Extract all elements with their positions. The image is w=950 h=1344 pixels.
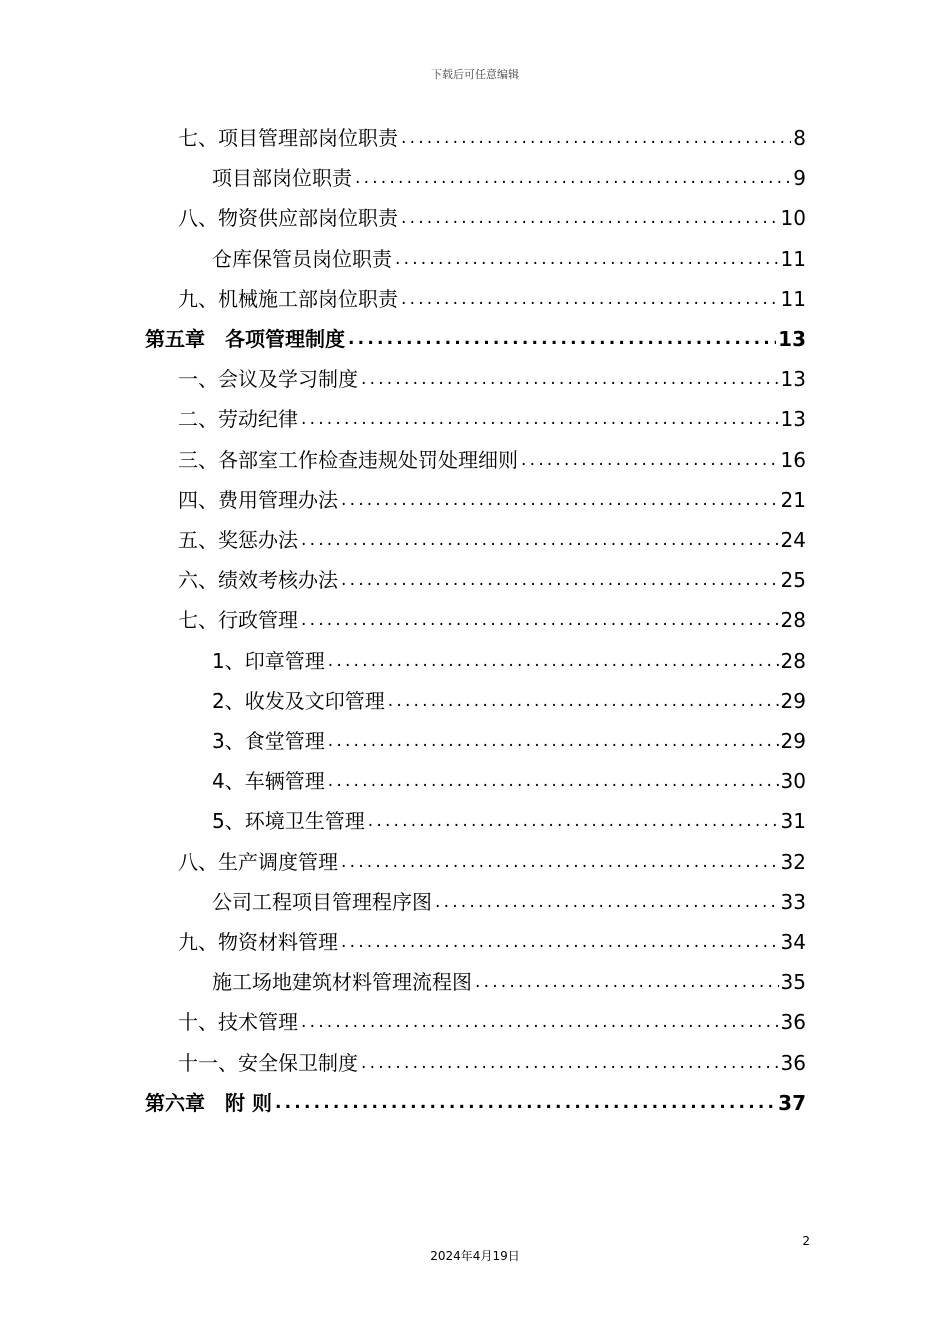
toc-entry-title: 九、物资材料管理: [178, 930, 338, 954]
toc-entry[interactable]: [212, 681, 806, 721]
toc-dot-leader: [301, 1002, 779, 1042]
toc-entry-page: 10: [780, 206, 806, 231]
toc-dot-leader: [301, 600, 779, 640]
toc-entry[interactable]: [212, 239, 806, 279]
header-note: 下载后可任意编辑: [431, 68, 519, 81]
toc-entry-title: 仓库保管员岗位职责: [212, 246, 392, 271]
toc-entry[interactable]: [178, 520, 806, 560]
toc-entry-page: 21: [780, 487, 806, 512]
toc-dot-leader: [401, 198, 779, 238]
toc-entry[interactable]: [212, 801, 806, 841]
toc-entry-title: 十一、安全保卫制度: [178, 1050, 358, 1075]
toc-entry-title: 项目部岗位职责: [212, 166, 352, 191]
toc-entry[interactable]: [212, 962, 806, 1002]
toc-dot-leader: [401, 118, 791, 158]
toc-entry-title: 五、奖惩办法: [178, 528, 298, 552]
toc-entry[interactable]: [212, 641, 806, 681]
toc-entry-title: 八、生产调度管理: [178, 849, 338, 874]
toc-entry-title: 施工场地建筑材料管理流程图: [212, 970, 472, 995]
toc-entry[interactable]: [178, 399, 806, 439]
toc-entry-page: 28: [780, 648, 806, 673]
toc-dot-leader: [341, 922, 779, 962]
toc-entry-page: 11: [780, 246, 806, 271]
toc-entry-title: 六、绩效考核办法: [178, 568, 338, 593]
toc-entry-page: 35: [780, 970, 806, 995]
toc-entry-page: 36: [780, 1050, 806, 1075]
toc-entry-page: 30: [780, 769, 806, 794]
toc-entry-title: 公司工程项目管理程序图: [212, 889, 432, 914]
toc-dot-leader: [301, 520, 779, 560]
toc-entry-page: 8: [793, 126, 806, 150]
toc-entry[interactable]: [212, 158, 806, 198]
toc-dot-leader: [401, 279, 779, 319]
toc-entry[interactable]: [178, 198, 806, 238]
toc-entry-title: 三、各部室工作检查违规处罚处理细则: [178, 447, 518, 472]
page-number: 2: [802, 1234, 810, 1248]
toc-entry-page: 24: [780, 528, 806, 552]
toc-dot-leader: [328, 641, 779, 681]
toc-entry-title: 二、劳动纪律: [178, 407, 298, 432]
toc-entry-title: 一、会议及学习制度: [178, 367, 358, 392]
toc-dot-leader: [328, 721, 779, 761]
toc-entry-page: 33: [780, 889, 806, 914]
toc-entry-page: 25: [780, 568, 806, 593]
toc-entry-page: 13: [778, 327, 806, 351]
toc-dot-leader: [275, 1083, 776, 1123]
toc-chapter-entry[interactable]: [145, 1083, 806, 1123]
toc-entry[interactable]: [178, 560, 806, 600]
toc-dot-leader: [475, 962, 779, 1002]
toc-entry-title: 4、车辆管理: [212, 769, 325, 794]
toc-entry-title: 2、收发及文印管理: [212, 688, 385, 713]
toc-dot-leader: [355, 158, 791, 198]
footer-date: 2024年4月19日: [430, 1249, 520, 1263]
toc-entry-title: 5、环境卫生管理: [212, 809, 365, 834]
toc-entry[interactable]: [178, 842, 806, 882]
toc-entry[interactable]: [178, 480, 806, 520]
toc-entry-title: 1、印章管理: [212, 648, 325, 673]
toc-entry[interactable]: [178, 118, 806, 158]
toc-entry[interactable]: [212, 721, 806, 761]
toc-entry[interactable]: [178, 1043, 806, 1083]
toc-entry-title: 第五章 各项管理制度: [145, 327, 345, 351]
toc-dot-leader: [435, 882, 779, 922]
toc-entry-page: 29: [780, 729, 806, 753]
toc-entry-page: 31: [780, 809, 806, 834]
toc-entry[interactable]: [178, 279, 806, 319]
toc-dot-leader: [521, 440, 779, 480]
toc-entry-title: 七、项目管理部岗位职责: [178, 126, 398, 150]
toc-entry-page: 34: [780, 930, 806, 954]
toc-dot-leader: [301, 399, 779, 439]
toc-entry-title: 八、物资供应部岗位职责: [178, 206, 398, 231]
toc-entry-page: 28: [780, 608, 806, 633]
toc-dot-leader: [368, 801, 779, 841]
toc-entry[interactable]: [212, 882, 806, 922]
toc-dot-leader: [341, 560, 779, 600]
toc-entry-title: 第六章 附 则: [145, 1090, 272, 1115]
toc-dot-leader: [361, 359, 779, 399]
toc-entry[interactable]: [178, 1002, 806, 1042]
toc-entry-page: 9: [793, 166, 806, 191]
toc-dot-leader: [341, 842, 779, 882]
toc-entry[interactable]: [178, 359, 806, 399]
toc-entry[interactable]: [178, 440, 806, 480]
toc-entry-title: 七、行政管理: [178, 608, 298, 633]
toc-entry-page: 36: [780, 1010, 806, 1035]
toc-chapter-entry[interactable]: [145, 319, 806, 359]
toc-dot-leader: [395, 239, 779, 279]
toc-dot-leader: [388, 681, 779, 721]
toc-dot-leader: [348, 319, 776, 359]
toc-entry-page: 13: [780, 407, 806, 432]
toc-entry-page: 37: [778, 1090, 806, 1115]
toc-entry-page: 11: [780, 286, 806, 311]
toc-entry-page: 13: [780, 367, 806, 392]
toc-entry[interactable]: [212, 761, 806, 801]
toc-entry[interactable]: [178, 922, 806, 962]
toc-entry-title: 3、食堂管理: [212, 729, 325, 753]
toc-entry-page: 16: [780, 447, 806, 472]
toc-entry-page: 32: [780, 849, 806, 874]
toc-entry-page: 29: [780, 688, 806, 713]
toc-entry[interactable]: [178, 600, 806, 640]
toc-dot-leader: [328, 761, 779, 801]
toc-dot-leader: [341, 480, 779, 520]
toc-dot-leader: [361, 1043, 779, 1083]
toc-entry-title: 十、技术管理: [178, 1010, 298, 1035]
toc-entry-title: 九、机械施工部岗位职责: [178, 286, 398, 311]
toc-entry-title: 四、费用管理办法: [178, 487, 338, 512]
